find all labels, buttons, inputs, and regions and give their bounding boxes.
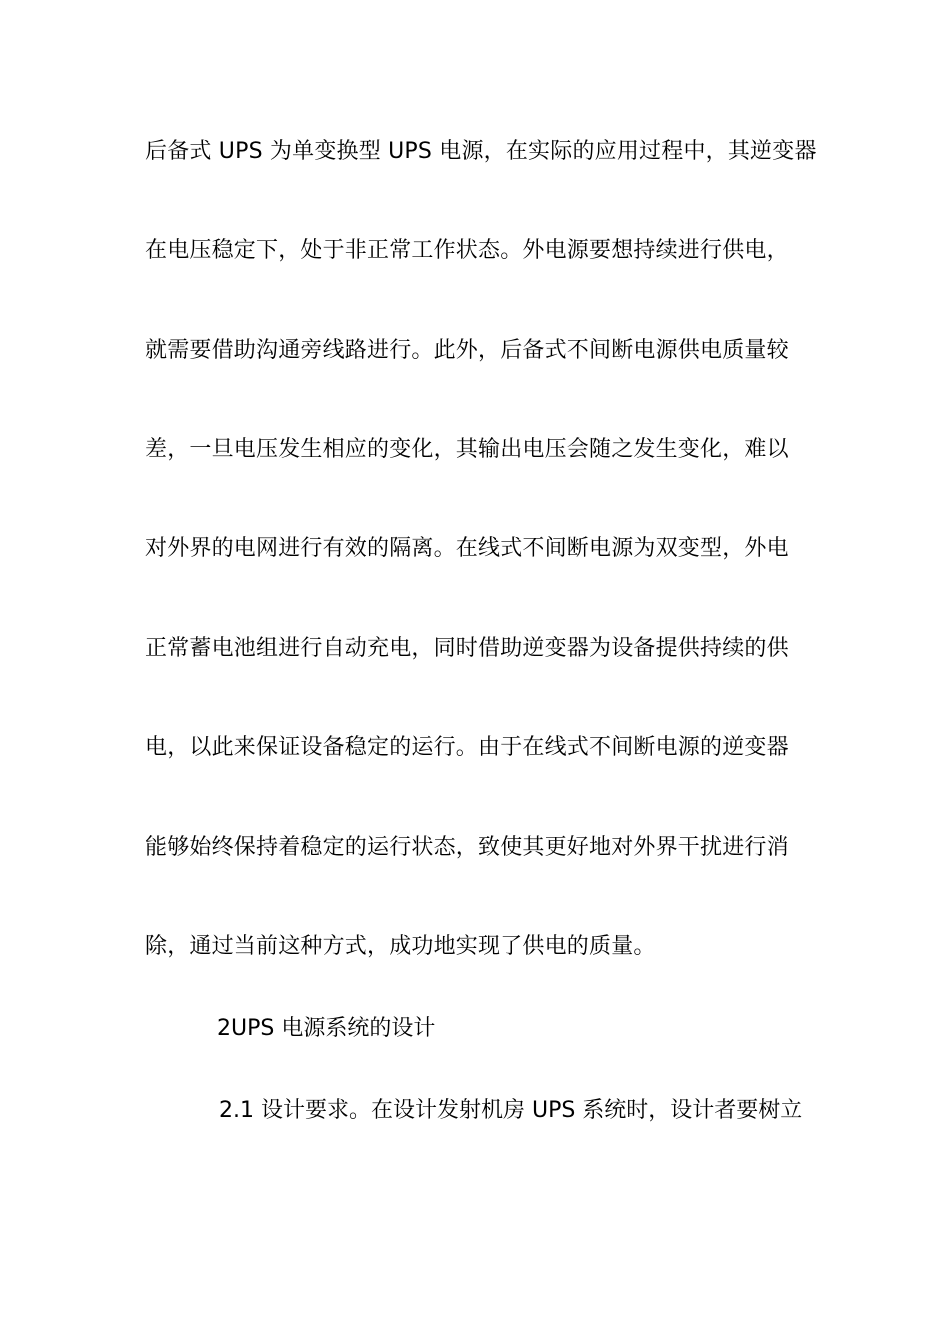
paragraph-line: 就需要借助沟通旁线路进行。此外，后备式不间断电源供电质量较 <box>145 338 789 363</box>
section-heading: 2UPS 电源系统的设计 <box>217 1016 436 1041</box>
paragraph-line: 正常蓄电池组进行自动充电，同时借助逆变器为设备提供持续的供 <box>145 636 789 661</box>
paragraph-line: 能够始终保持着稳定的运行状态，致使其更好地对外界干扰进行消 <box>145 835 789 860</box>
paragraph-line: 在电压稳定下，处于非正常工作状态。外电源要想持续进行供电， <box>145 238 789 263</box>
paragraph-line: 差，一旦电压发生相应的变化，其输出电压会随之发生变化，难以 <box>145 437 789 462</box>
paragraph-line: 对外界的电网进行有效的隔离。在线式不间断电源为双变型，外电 <box>145 536 789 561</box>
subsection-line: 2.1 设计要求。在设计发射机房 UPS 系统时，设计者要树立 <box>219 1098 803 1123</box>
paragraph-line: 除，通过当前这种方式，成功地实现了供电的质量。 <box>145 934 656 959</box>
paragraph-line: 后备式 UPS 为单变换型 UPS 电源，在实际的应用过程中，其逆变器 <box>145 139 817 164</box>
paragraph-line: 电，以此来保证设备稳定的运行。由于在线式不间断电源的逆变器 <box>145 735 789 760</box>
